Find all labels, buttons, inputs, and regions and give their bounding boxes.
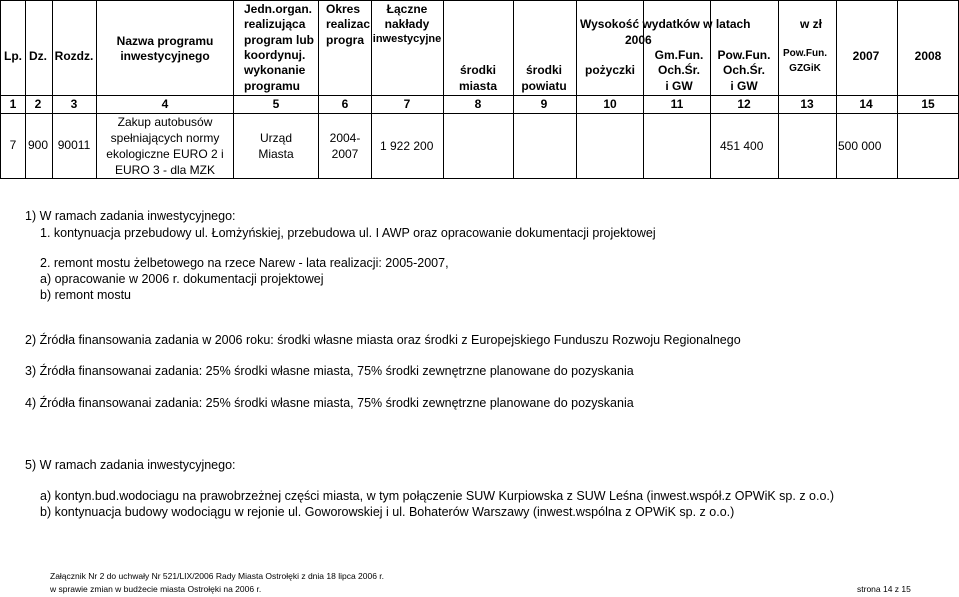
header-gmfun-3: i GW [665,79,693,93]
header-gmfun-2: Och.Śr. [657,63,701,77]
note-1-item-2: 2. remont mostu żelbetowego na rzece Narew - lata realizacji: 2005-2007, [40,256,449,270]
col-number-1: 1 [9,97,17,111]
header-pozyczki: pożyczki [584,63,636,77]
header-lp: Lp. [4,49,22,63]
header-gzgik-2: GZGiK [789,63,821,74]
header-2006: 2006 [625,33,652,47]
row-jedn-line1: Urząd [259,131,293,145]
note-1-item-2b: b) remont mostu [40,288,132,302]
header-okres-line2: realizac [326,17,371,31]
col-number-5: 5 [272,97,280,111]
header-gzgik-1: Pow.Fun. [782,48,828,59]
header-nazwa-line2: inwestycyjnego [120,49,210,63]
header-srodki-powiatu-2: powiatu [521,79,567,93]
col-number-13: 13 [800,97,814,111]
note-1-item-1: 1. kontynuacja przebudowy ul. Łomżyńskiej, przebudowa ul. I AWP oraz opracowanie dokumentacji projektowej [40,226,656,240]
header-2007: 2007 [852,49,880,63]
col-number-9: 9 [540,97,548,111]
header-wzl: w zł [800,17,823,31]
header-2008: 2008 [914,49,942,63]
header-powfun-3: i GW [730,79,758,93]
footer-line-1: Załącznik Nr 2 do uchwały Nr 521/LIX/2006 Rady Miasta Ostrołęki z dnia 18 lipca 2006 r. [50,571,385,581]
note-3: 3) Źródła finansowanai zadania: 25% środki własne miasta, 75% środki zewnętrzne planowane do pozyskania [25,364,634,378]
header-jedn-line1: Jedn.organ. [244,2,313,16]
header-jedn-line4: koordynuj. [244,48,306,62]
note-1-item-2a: a) opracowanie w 2006 r. dokumentacji projektowej [40,272,324,286]
header-jedn-line6: programu [244,79,301,93]
col-number-3: 3 [70,97,78,111]
header-dz: Dz. [29,49,47,63]
header-laczne-line3: inwestycyjne [372,33,442,45]
note-5-title: 5) W ramach zadania inwestycyjnego: [25,458,236,472]
header-okres-line3: progra [326,33,365,47]
header-srodki-miasta-2: miasta [458,79,498,93]
header-jedn-line5: wykonanie [244,63,306,77]
col-number-2: 2 [34,97,42,111]
header-srodki-miasta-1: środki [459,63,497,77]
col-number-14: 14 [859,97,873,111]
header-laczne-line1: Łączne [386,2,428,16]
header-nazwa-line1: Nazwa programu [116,34,214,48]
col-number-8: 8 [474,97,482,111]
col-number-15: 15 [921,97,935,111]
row-nazwa-line2: spełniających normy [110,131,220,145]
col-number-12: 12 [737,97,751,111]
row-dz: 900 [27,138,49,152]
header-powfun-2: Och.Śr. [722,63,766,77]
row-okres-line1: 2004- [329,131,361,145]
header-okres-line1: Okres [326,2,361,16]
col-number-4: 4 [161,97,169,111]
col-number-7: 7 [403,97,411,111]
col-number-10: 10 [603,97,617,111]
header-laczne-line2: nakłady [384,17,430,31]
page-number: strona 14 z 15 [857,584,911,594]
row-gzgik-value: 451 400 [720,139,764,153]
note-5-b: b) kontynuacja budowy wodociągu w rejonie ul. Goworowskiej i ul. Bohaterów Warszawy (inwest.wspólna z OPWiK sp. z o.o.) [40,505,735,519]
col-number-11: 11 [670,97,684,111]
header-jedn-line2: realizująca [244,17,306,31]
header-jedn-line3: program lub [244,33,315,47]
header-rozdz: Rozdz. [54,49,94,63]
note-1-title: 1) W ramach zadania inwestycyjnego: [25,209,236,223]
footer-line-2: w sprawie zmian w budżecie miasta Ostrołęki na 2006 r. [50,584,262,594]
note-5-a: a) kontyn.bud.wodociagu na prawobrzeżnej części miasta, w tym połączenie SUW Kurpiowska z SUW Leśna (inwest.współ.z OPWiK sp. z o.o.) [40,489,835,503]
header-powfun-1: Pow.Fun. [717,48,771,62]
row-lp: 7 [9,138,17,152]
note-2: 2) Źródła finansowania zadania w 2006 roku: środki własne miasta oraz środki z Europejskiego Funduszu Rozwoju Regionalnego [25,333,741,347]
col-number-6: 6 [341,97,349,111]
row-jedn-line2: Miasta [258,147,294,161]
row-nazwa-line3: ekologiczne EURO 2 i [106,147,224,161]
note-4: 4) Źródła finansowanai zadania: 25% środki własne miasta, 75% środki zewnętrzne planowane do pozyskania [25,396,634,410]
header-gmfun-1: Gm.Fun. [654,48,704,62]
row-laczne: 1 922 200 [380,139,434,153]
row-okres-line2: 2007 [331,147,359,161]
row-2007-value: 500 000 [838,139,882,153]
header-wysokosc: Wysokość wydatków w latach [580,17,751,31]
row-nazwa-line1: Zakup autobusów [117,115,213,129]
header-srodki-powiatu-1: środki [525,63,563,77]
row-nazwa-line4: EURO 3 - dla MZK [114,163,216,177]
row-rozdz: 90011 [57,138,91,152]
